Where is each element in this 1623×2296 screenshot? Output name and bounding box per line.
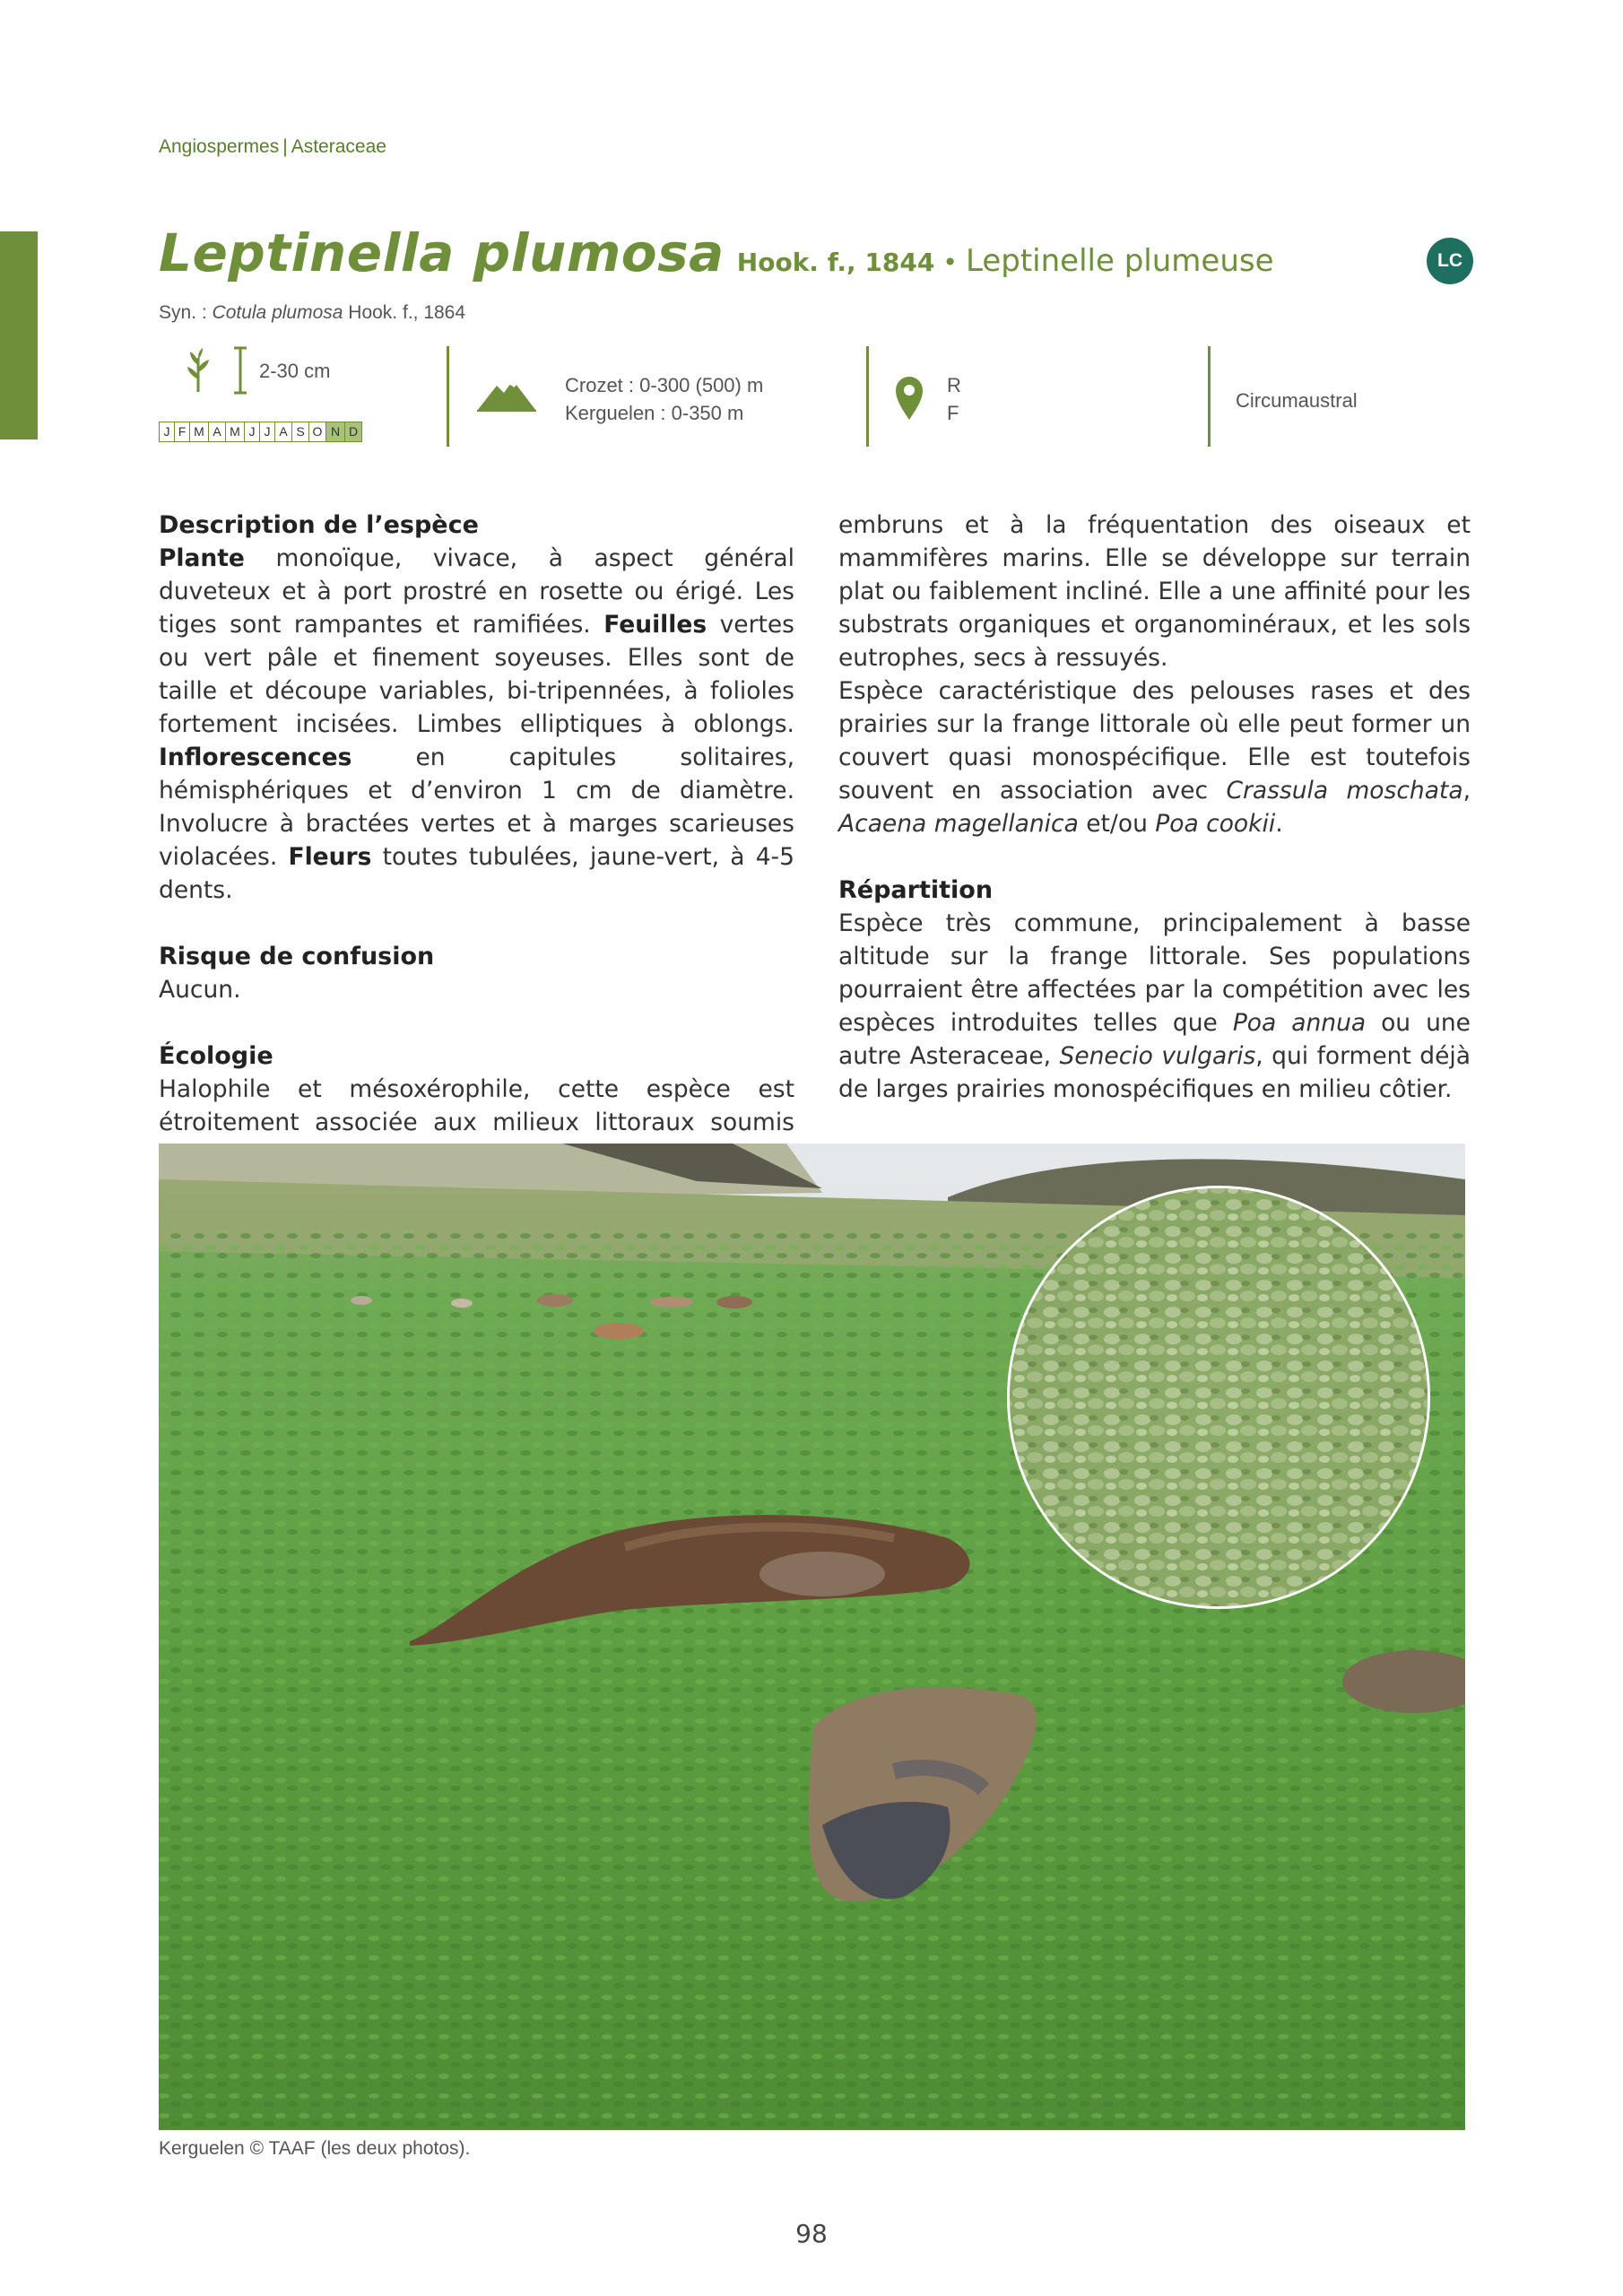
divider	[447, 346, 449, 447]
flowering-months	[159, 422, 361, 442]
mountain-icon	[475, 375, 538, 418]
plant-icon	[185, 345, 212, 397]
breadcrumb-separator: |	[282, 136, 288, 157]
page-title	[159, 222, 1274, 283]
right-column	[838, 509, 1471, 1106]
month-cell: J	[244, 422, 260, 442]
confusion-heading: Risque de confusion	[159, 943, 435, 970]
presence-1: R	[947, 374, 961, 396]
synonym	[159, 302, 465, 324]
left-column	[159, 509, 794, 1172]
scientific-name: Leptinella plumosa	[159, 222, 725, 283]
ecology-heading: Écologie	[159, 1042, 273, 1070]
month-cell: D	[344, 422, 362, 442]
description-paragraph: Plante monoïque, vivace, à aspect général duveteux et à port prostré en rosette ou érigé. Les tiges sont rampantes et ramifiées. Feuilles vertes ou vert pâle et finement soyeuses. Elles sont de taille et découpe variables, bi-tripennées, à folioles fortement incisées. Limbes elliptiques à oblongs. Inflorescences en capitules solitaires, hémisphériques et d’environ 1 cm de diamètre. Involucre à bractées vertes et à marges scarieuses violacées. Fleurs toutes tubulées, jaune-vert, à 4-5 dents.	[159, 544, 794, 904]
breadcrumb-group: Angiospermes	[159, 136, 280, 157]
divider	[1208, 346, 1211, 447]
section-marker-bar	[0, 231, 38, 439]
title-bullet: •	[942, 248, 958, 277]
divider	[866, 346, 869, 447]
month-cell: J	[259, 422, 275, 442]
month-cell: F	[174, 422, 190, 442]
month-cell: A	[274, 422, 292, 442]
month-cell: M	[225, 422, 245, 442]
synonym-prefix: Syn. :	[159, 302, 213, 323]
page-number: 98	[795, 2219, 828, 2248]
ecology-paragraph-end: embruns et à la fréquentation des oiseaux et mammifères marins. Elle se développe sur terrain plat ou faiblement incliné. Elle a une affinité pour les substrats organiques et organominéraux, et les sols eutrophes, secs à ressuyés.	[838, 511, 1471, 672]
month-cell: M	[189, 422, 209, 442]
presence-info	[947, 371, 961, 427]
breadcrumb	[159, 136, 386, 158]
confusion-text: Aucun.	[159, 976, 241, 1004]
photo-caption: Kerguelen © TAAF (les deux photos).	[159, 2138, 471, 2159]
month-cell: N	[325, 422, 345, 442]
common-name: Leptinelle plumeuse	[966, 243, 1274, 279]
presence-2: F	[947, 402, 959, 424]
synonym-name: Cotula plumosa	[212, 302, 343, 323]
authority: Hook. f., 1844	[736, 248, 935, 277]
ecology-paragraph-2: Espèce caractéristique des pelouses rases et des prairies sur la frange littorale où elle peut former un couvert quasi monospécifique. Elle est toutefois souvent en association avec Crassula moschata, Acaena magellanica et/ou Poa cookii.	[838, 677, 1471, 838]
altitude-crozet: Crozet : 0-300 (500) m	[565, 374, 764, 396]
altitude-info	[565, 371, 763, 427]
conservation-status-badge: LC	[1427, 238, 1473, 284]
synonym-authority: Hook. f., 1864	[343, 302, 466, 323]
month-cell: O	[308, 422, 326, 442]
location-pin-icon	[893, 373, 925, 425]
repartition-heading: Répartition	[838, 876, 994, 904]
month-cell: J	[159, 422, 175, 442]
plant-height: 2-30 cm	[259, 360, 331, 382]
ecology-paragraph-start: Halophile et mésoxérophile, cette espèce est étroitement associée aux milieux littoraux soumis	[159, 1075, 794, 1136]
repartition-paragraph: Espèce très commune, principalement à basse altitude sur la frange littorale. Ses populations pourraient être affectées par la compétition avec les espèces introduites telles que Poa annua ou une autre Asteraceae, Senecio vulgaris, qui forment déjà de larges prairies monospécifiques en milieu côtier.	[838, 909, 1471, 1103]
height-icon	[231, 345, 249, 399]
breadcrumb-family: Asteraceae	[291, 136, 386, 157]
distribution: Circumaustral	[1236, 389, 1358, 412]
month-cell: A	[208, 422, 226, 442]
altitude-kerguelen: Kerguelen : 0-350 m	[565, 402, 744, 424]
description-heading: Description de l’espèce	[159, 511, 479, 539]
month-cell: S	[291, 422, 309, 442]
habitat-photo	[159, 1144, 1465, 2130]
